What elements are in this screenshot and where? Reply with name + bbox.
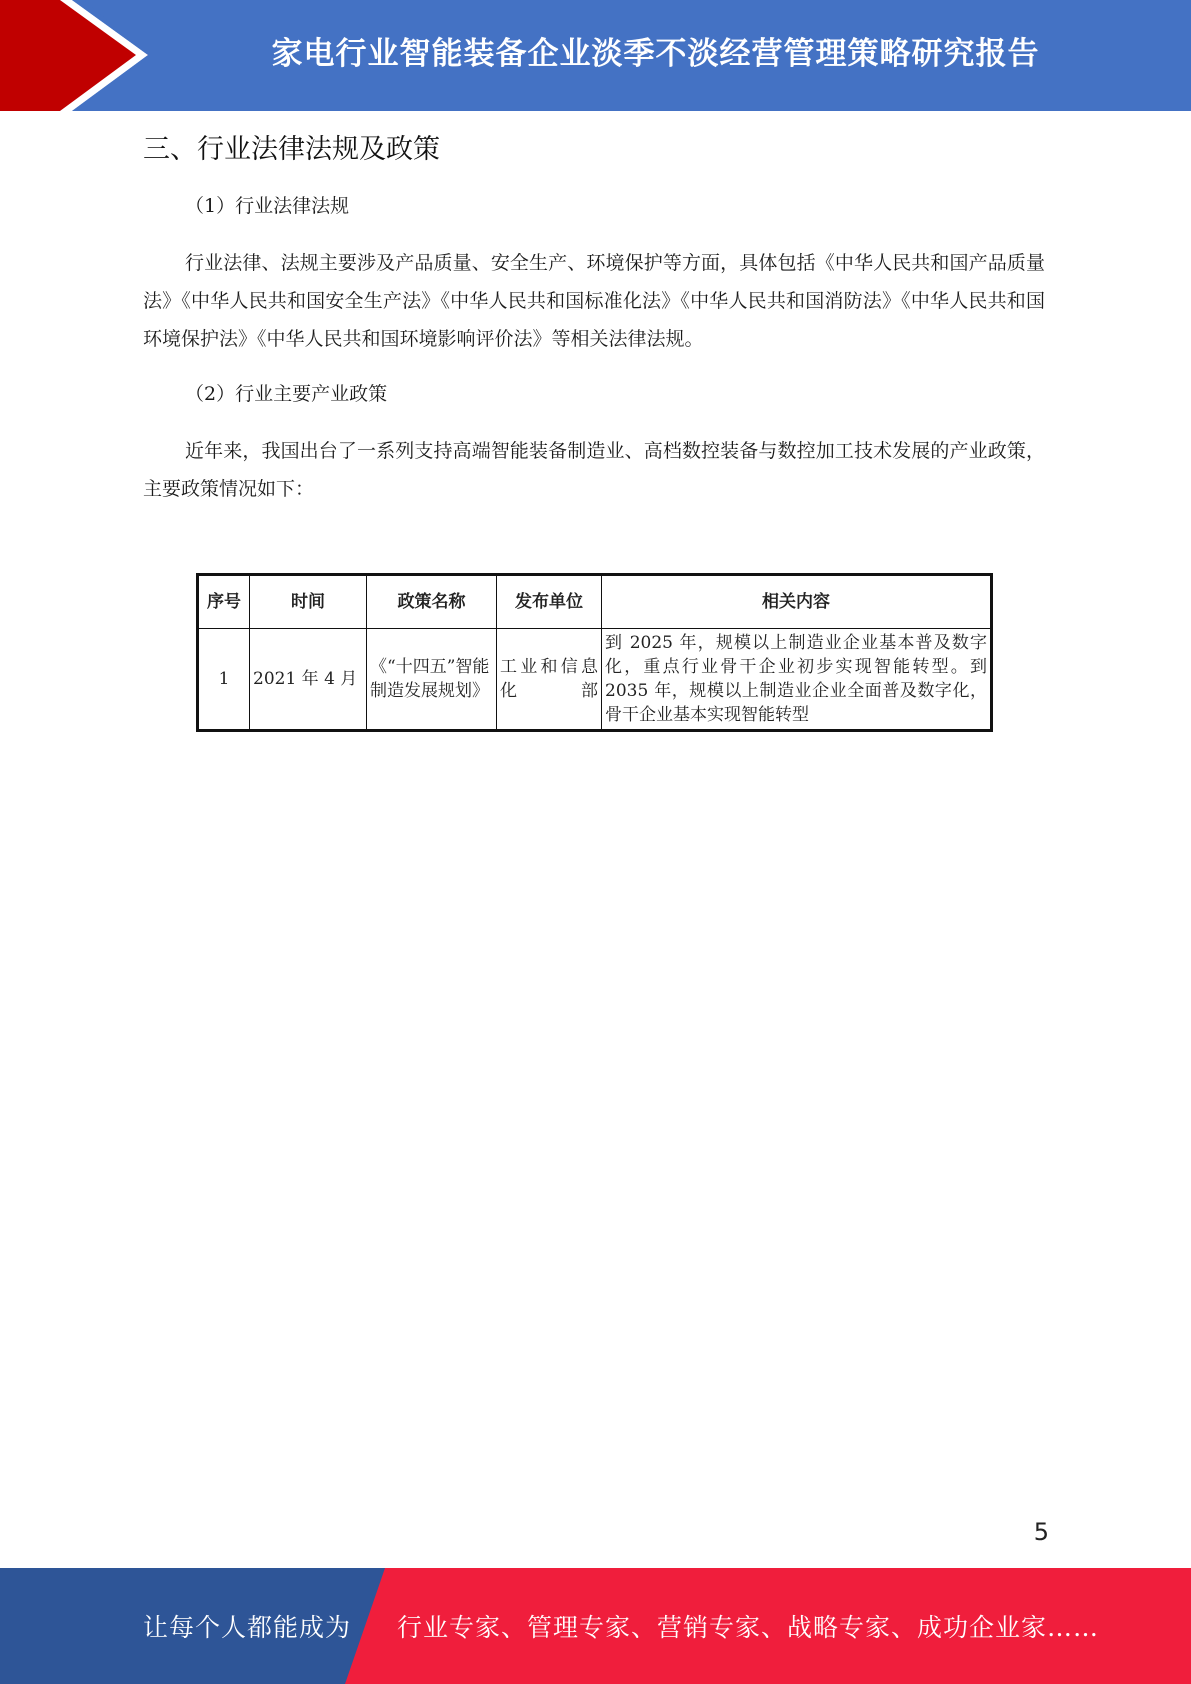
footer-slogan-right: 行业专家、管理专家、营销专家、战略专家、成功企业家……	[397, 1613, 1100, 1642]
header-red-block	[0, 0, 148, 111]
cell-time: 2021 年 4 月	[250, 629, 367, 731]
main-content	[143, 128, 1045, 508]
cell-publisher: 工业和信息化部	[497, 629, 602, 731]
footer-slogan-left: 让每个人都能成为	[143, 1613, 352, 1642]
cell-num: 1	[198, 629, 250, 731]
table-header-row	[198, 575, 992, 629]
sub-heading-policies: （2）行业主要产业政策	[185, 383, 388, 405]
header-cell-num: 序号	[198, 575, 250, 629]
header-cell-name: 政策名称	[367, 575, 497, 629]
paragraph-policies: 近年来，我国出台了一系列支持高端智能装备制造业、高档数控装备与数控加工技术发展的产业政策，主要政策情况如下：	[143, 440, 1045, 500]
header-title: 家电行业智能装备企业淡季不淡经营管理策略研究报告	[271, 35, 1040, 72]
cell-content: 到 2025 年，规模以上制造业企业基本普及数字化，重点行业骨干企业初步实现智能转型。到 2035 年，规模以上制造业企业全面普及数字化，骨干企业基本实现智能转型	[602, 629, 992, 731]
cell-policy-name: 《“十四五”智能制造发展规划》	[367, 629, 497, 731]
page-header	[0, 0, 1191, 111]
sub-heading-laws: （1）行业法律法规	[185, 195, 350, 217]
header-cell-publisher: 发布单位	[497, 575, 602, 629]
table-row	[198, 629, 992, 731]
page-footer	[0, 1568, 1191, 1684]
policy-table	[196, 573, 993, 732]
header-cell-content: 相关内容	[602, 575, 992, 629]
header-cell-time: 时间	[250, 575, 367, 629]
page-number: 5	[1033, 1518, 1049, 1546]
section-heading: 三、行业法律法规及政策	[143, 134, 440, 165]
paragraph-laws: 行业法律、法规主要涉及产品质量、安全生产、环境保护等方面，具体包括《中华人民共和国产品质量法》《中华人民共和国安全生产法》《中华人民共和国标准化法》《中华人民共和国消防法》《中华人民共和国环境保护法》《中华人民共和国环境影响评价法》等相关法律法规。	[143, 252, 1045, 350]
